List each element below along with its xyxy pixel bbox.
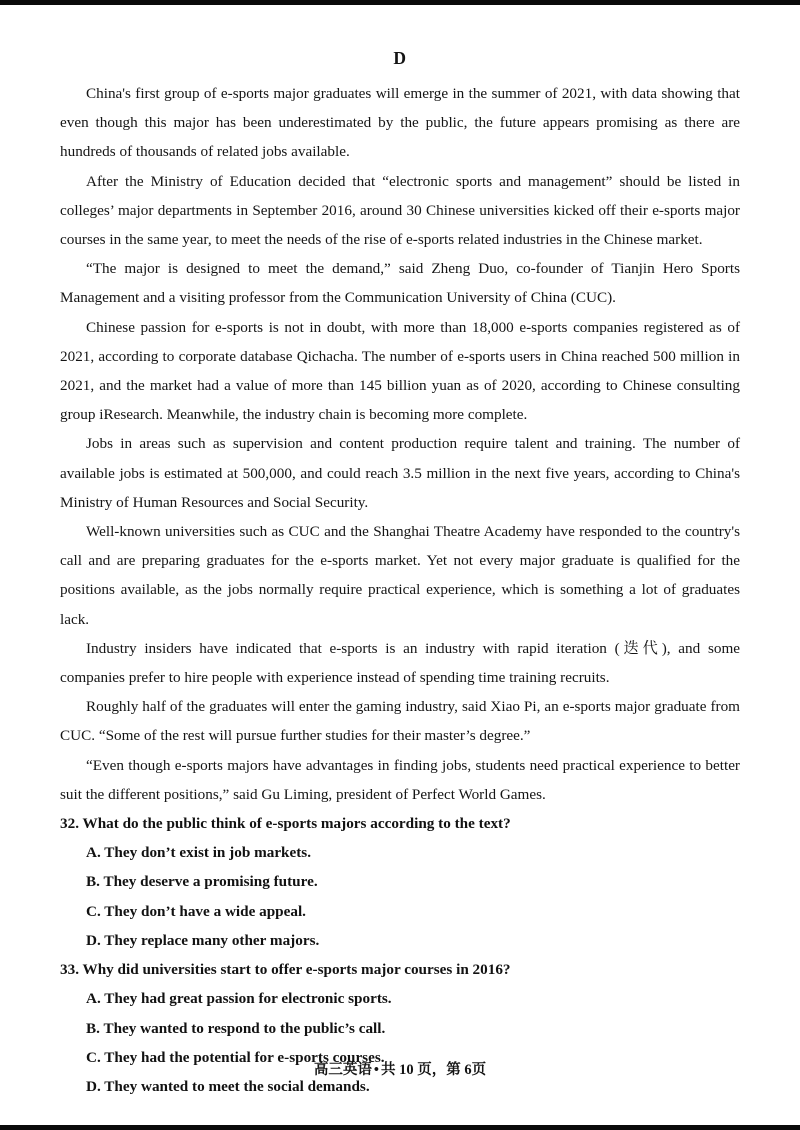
passage-paragraph-7: Industry insiders have indicated that e-sports is an industry with rapid iteration (迭代), and some companies prefer to hire people with experience instead of spending time training recruits. bbox=[60, 639, 740, 687]
footer-separator: • bbox=[373, 1062, 379, 1078]
passage-paragraph-6: Well-known universities such as CUC and the Shanghai Theatre Academy have responded to the country's call and are preparing graduates for the e-sports market. Yet not every major graduate is qualified for the positions available, as the jobs normally require practical experience, which is something a lot of graduates lack. bbox=[60, 523, 740, 628]
passage-paragraph-1: China's first group of e-sports major graduates will emerge in the summer of 2021, with data showing that even though this major has been underestimated by the public, the future appears promising as there are hundreds of thousands of related jobs available. bbox=[60, 85, 740, 161]
passage-paragraph-4: Chinese passion for e-sports is not in doubt, with more than 18,000 e-sports companies registered as of 2021, according to corporate database Qichacha. The number of e-sports users in China reached 500 million in 2021, and the market had a value of more than 145 billion yuan as of 2020, according to Chinese consulting group iResearch. Meanwhile, the industry chain is becoming more complete. bbox=[60, 318, 740, 424]
question-32-option-a[interactable]: A. They don’t exist in job markets. bbox=[86, 844, 312, 862]
question-33-option-a[interactable]: A. They had great passion for electronic sports. bbox=[86, 990, 392, 1008]
question-32-stem: 32. What do the public think of e-sports majors according to the text? bbox=[60, 815, 511, 833]
question-32-option-d[interactable]: D. They replace many other majors. bbox=[86, 931, 320, 949]
question-32-option-c[interactable]: C. They don’t have a wide appeal. bbox=[86, 902, 306, 920]
question-33-option-b[interactable]: B. They wanted to respond to the public’s call. bbox=[86, 1019, 386, 1037]
question-33-option-c[interactable]: C. They had the potential for e-sports courses. bbox=[86, 1048, 385, 1066]
passage-paragraph-8: Roughly half of the graduates will enter the gaming industry, said Xiao Pi, an e-sports major graduate from CUC. “Some of the rest will pursue further studies for their master’s degree.” bbox=[60, 698, 740, 745]
footer-subject: 高三英语 bbox=[313, 1062, 372, 1078]
question-33-option-d[interactable]: D. They wanted to meet the social demands. bbox=[86, 1077, 370, 1095]
section-heading: D bbox=[393, 48, 407, 68]
scan-edge-bottom bbox=[0, 1125, 800, 1130]
passage-paragraph-9: “Even though e-sports majors have advantages in finding jobs, students need practical experience to better suit the different positions,” said Gu Liming, president of Perfect World Games. bbox=[60, 756, 740, 803]
passage-paragraph-2: After the Ministry of Education decided that “electronic sports and management” should be listed in colleges’ major departments in September 2016, around 30 Chinese universities kicked off their e-sports major courses in the same year, to meet the needs of the rise of e-sports related industries in the Chinese market. bbox=[60, 172, 740, 249]
footer-total-pages: 共 10 页， bbox=[380, 1062, 447, 1078]
question-32-option-b[interactable]: B. They deserve a promising future. bbox=[86, 873, 318, 891]
passage-paragraph-5: Jobs in areas such as supervision and content production require talent and training. The number of available jobs is estimated at 500,000, and could reach 3.5 million in the next five years, according to China's Ministry of Human Resources and Social Security. bbox=[60, 435, 740, 511]
page-footer bbox=[0, 1058, 800, 1079]
question-33-stem: 33. Why did universities start to offer e-sports major courses in 2016? bbox=[60, 961, 511, 979]
footer-current-page: 第 6页 bbox=[446, 1062, 487, 1078]
passage-paragraph-3: “The major is designed to meet the demand,” said Zheng Duo, co-founder of Tianjin Hero Sports Management and a visiting professor from the Communication University of China (CUC). bbox=[60, 260, 740, 307]
